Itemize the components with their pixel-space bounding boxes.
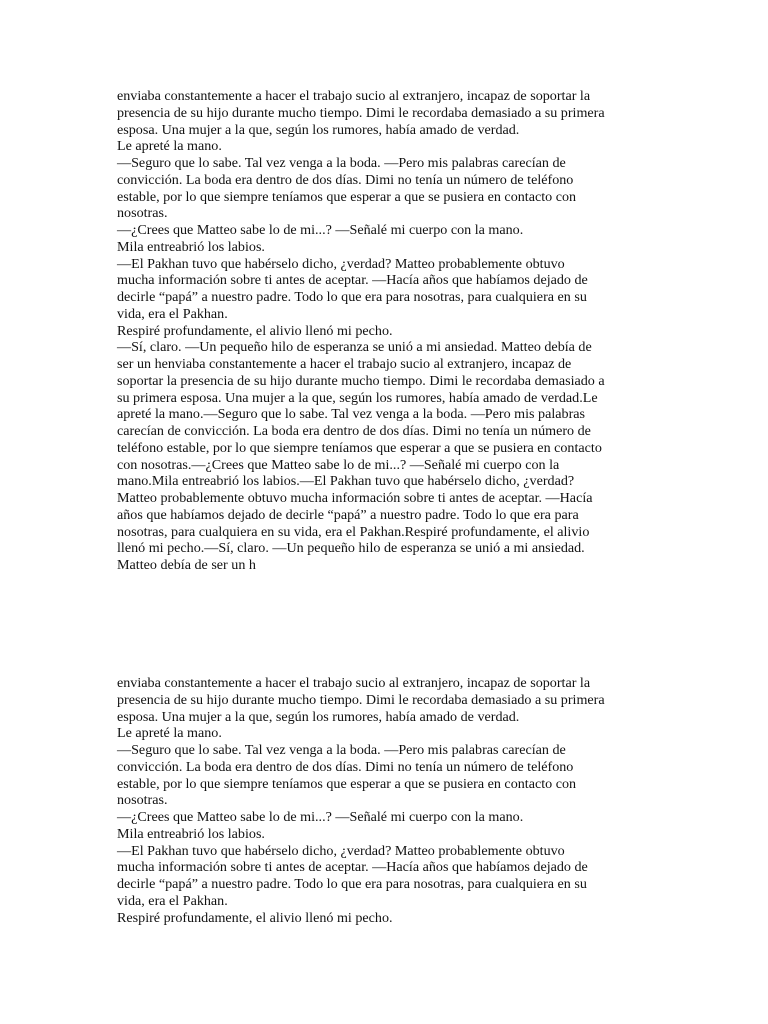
text-line: con nosotras.—¿Crees que Matteo sabe lo de mi...? —Señalé mi cuerpo con la — [117, 456, 560, 473]
text-line: Le apreté la mano. — [117, 725, 222, 742]
text-line: —¿Crees que Matteo sabe lo de mi...? —Señalé mi cuerpo con la mano. — [117, 222, 524, 238]
text-line: —Seguro que lo sabe. Tal vez venga a la boda. —Pero mis palabras carecían de — [117, 155, 566, 171]
text-block-bottom — [117, 675, 647, 926]
text-line: —¿Crees que Matteo sabe lo de mi...? —Señalé mi cuerpo con la mano. — [117, 809, 524, 825]
text-line: Matteo probablemente obtuvo mucha información sobre ti antes de aceptar. —Hacía — [117, 490, 593, 506]
text-line: —El Pakhan tuvo que habérselo dicho, ¿verdad? Matteo probablemente obtuvo — [117, 842, 565, 859]
text-line: enviaba constantemente a hacer el trabajo sucio al extranjero, incapaz de soportar la — [117, 88, 591, 104]
text-line: ser un henviaba constantemente a hacer el trabajo sucio al extranjero, incapaz de — [117, 356, 572, 372]
text-line: convicción. La boda era dentro de dos días. Dimi no tenía un número de teléfono — [117, 171, 574, 188]
text-line: esposa. Una mujer a la que, según los rumores, había amado de verdad. — [117, 708, 520, 725]
text-line: nosotras, para cualquiera en su vida, era el Pakhan.Respiré profundamente, el alivio — [117, 523, 590, 540]
text-line: soportar la presencia de su hijo durante mucho tiempo. Dimi le recordaba demasiado a — [117, 372, 605, 389]
text-line: —El Pakhan tuvo que habérselo dicho, ¿verdad? Matteo probablemente obtuvo — [117, 255, 565, 272]
text-line: Matteo debía de ser un h — [117, 557, 256, 573]
text-line: apreté la mano.—Seguro que lo sabe. Tal vez venga a la boda. —Pero mis palabras — [117, 406, 585, 423]
text-line: enviaba constantemente a hacer el trabajo sucio al extranjero, incapaz de soportar la — [117, 675, 591, 691]
text-line: mano.Mila entreabrió los labios.—El Pakhan tuvo que habérselo dicho, ¿verdad? — [117, 473, 575, 490]
text-line: estable, por lo que siempre teníamos que esperar a que se pusiera en contacto con — [117, 188, 577, 205]
text-line: teléfono estable, por lo que siempre teníamos que esperar a que se pusiera en contacto — [117, 439, 602, 456]
text-line: vida, era el Pakhan. — [117, 892, 228, 909]
text-line: convicción. La boda era dentro de dos días. Dimi no tenía un número de teléfono — [117, 758, 574, 775]
text-line: llenó mi pecho.—Sí, claro. —Un pequeño hilo de esperanza se unió a mi ansiedad. — [117, 540, 585, 557]
text-line: carecían de convicción. La boda era dentro de dos días. Dimi no tenía un número de — [117, 423, 591, 439]
text-line: Mila entreabrió los labios. — [117, 238, 265, 255]
text-line: presencia de su hijo durante mucho tiempo. Dimi le recordaba demasiado a su primera — [117, 104, 605, 121]
text-line: años que habíamos dejado de decirle “papá” a nuestro padre. Todo lo que era para — [117, 506, 579, 523]
text-line: vida, era el Pakhan. — [117, 305, 228, 322]
text-line: decirle “papá” a nuestro padre. Todo lo que era para nosotras, para cualquiera en su — [117, 876, 587, 892]
text-block-top — [117, 88, 647, 574]
text-line: su primera esposa. Una mujer a la que, según los rumores, había amado de verdad.Le — [117, 389, 598, 406]
text-line: —Seguro que lo sabe. Tal vez venga a la boda. —Pero mis palabras carecían de — [117, 742, 566, 758]
text-line: mucha información sobre ti antes de aceptar. —Hacía años que habíamos dejado de — [117, 859, 588, 876]
text-line: Respiré profundamente, el alivio llenó mi pecho. — [117, 322, 393, 339]
text-line: estable, por lo que siempre teníamos que esperar a que se pusiera en contacto con — [117, 775, 577, 792]
text-line: nosotras. — [117, 205, 168, 222]
text-line: mucha información sobre ti antes de aceptar. —Hacía años que habíamos dejado de — [117, 272, 588, 289]
text-line: Respiré profundamente, el alivio llenó mi pecho. — [117, 909, 393, 926]
text-line: Mila entreabrió los labios. — [117, 825, 265, 842]
text-line: Le apreté la mano. — [117, 138, 222, 155]
text-line: presencia de su hijo durante mucho tiempo. Dimi le recordaba demasiado a su primera — [117, 691, 605, 708]
text-line: nosotras. — [117, 792, 168, 809]
text-line: decirle “papá” a nuestro padre. Todo lo que era para nosotras, para cualquiera en su — [117, 289, 587, 305]
text-line: esposa. Una mujer a la que, según los rumores, había amado de verdad. — [117, 121, 520, 138]
text-line: —Sí, claro. —Un pequeño hilo de esperanza se unió a mi ansiedad. Matteo debía de — [117, 339, 592, 356]
